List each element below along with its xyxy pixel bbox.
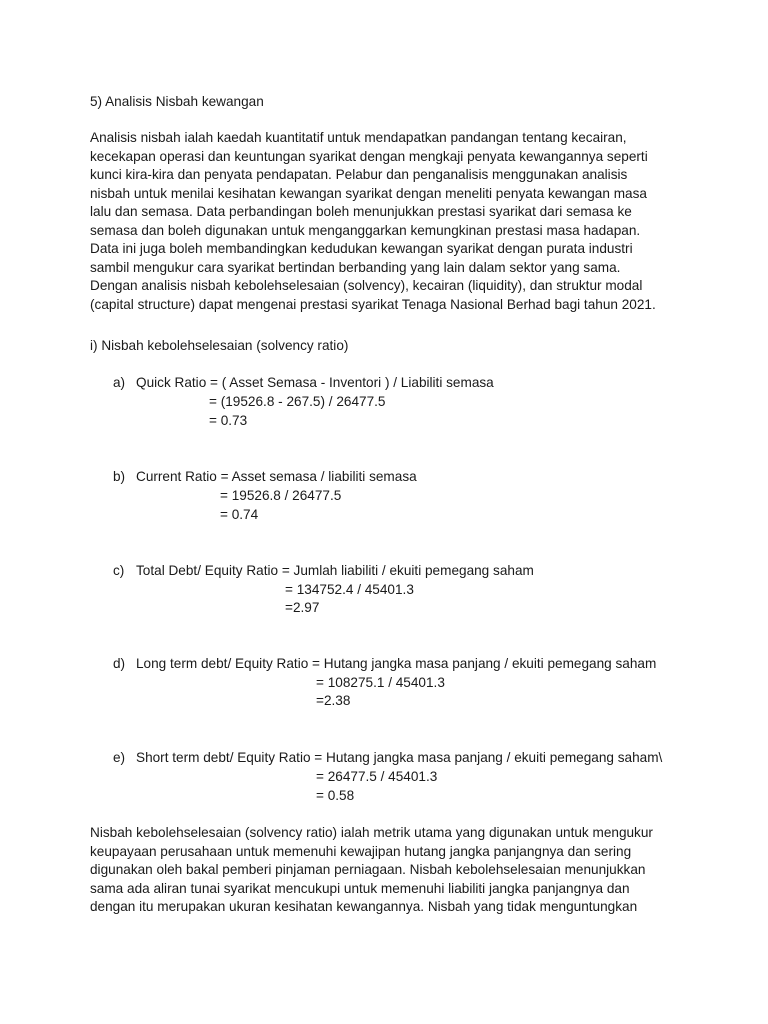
ratio-e-calculation: = 26477.5 / 45401.3 <box>316 769 438 784</box>
conclusion-line: keupayaan perusahaan untuk memenuhi kewajipan hutang jangka panjangnya dan sering <box>90 843 632 859</box>
ratio-e-letter: e) <box>113 750 126 765</box>
ratio-b-letter: b) <box>113 469 126 484</box>
ratio-b-formula: Current Ratio = Asset semasa / liabiliti semasa <box>136 469 417 484</box>
intro-line: Data ini juga boleh membandingkan kedudukan kewangan syarikat dengan purata industri <box>90 241 633 256</box>
intro-line: sambil mengukur cara syarikat bertindan berbanding yang lain dalam sektor yang sama. <box>90 259 621 275</box>
ratio-d-result: =2.38 <box>316 693 351 708</box>
intro-line: Analisis nisbah ialah kaedah kuantitatif untuk mendapatkan pandangan tentang kecairan, <box>90 130 627 145</box>
ratio-a-calculation: = (19526.8 - 267.5) / 26477.5 <box>209 394 386 409</box>
intro-line: (capital structure) dapat mengenai prestasi syarikat Tenaga Nasional Berhad bagi tahun 2021. <box>90 296 656 312</box>
conclusion-line: sama ada aliran tunai syarikat mencukupi untuk memenuhi liabiliti jangka panjangnya dan <box>90 880 630 896</box>
conclusion-line: dengan itu merupakan ukuran kesihatan kewangannya. Nisbah yang tidak menguntungkan <box>90 899 638 914</box>
conclusion-line: digunakan oleh bakal pemberi pinjaman perniagaan. Nisbah kebolehselesaian menunjukkan <box>90 862 646 877</box>
intro-line: nisbah untuk menilai kesihatan kewangan syarikat dengan meneliti penyata kewangan masa <box>90 185 647 201</box>
intro-line: semasa dan boleh digunakan untuk menganggarkan kemungkinan prestasi masa hadapan. <box>90 222 641 238</box>
ratio-a-result: = 0.73 <box>209 413 248 428</box>
ratio-a-formula: Quick Ratio = ( Asset Semasa - Inventori ) / Liabiliti semasa <box>136 375 494 390</box>
ratio-c-letter: c) <box>113 563 125 578</box>
conclusion-line: Nisbah kebolehselesaian (solvency ratio) ialah metrik utama yang digunakan untuk mengukur <box>90 825 653 840</box>
intro-line: Dengan analisis nisbah kebolehselesaian (solvency), kecairan (liquidity), dan struktur modal <box>90 278 643 293</box>
intro-line: lalu dan semasa. Data perbandingan boleh menunjukkan prestasi syarikat dari semasa ke <box>90 204 632 219</box>
ratio-a-letter: a) <box>113 375 126 390</box>
conclusion-paragraph <box>90 824 653 917</box>
ratio-c-result: =2.97 <box>285 600 320 615</box>
ratio-e-result: = 0.58 <box>316 788 355 803</box>
ratio-b-result: = 0.74 <box>220 507 259 522</box>
ratio-d-formula: Long term debt/ Equity Ratio = Hutang jangka masa panjang / ekuiti pemegang saham <box>136 656 657 671</box>
ratio-c-formula: Total Debt/ Equity Ratio = Jumlah liabiliti / ekuiti pemegang saham <box>136 563 534 578</box>
intro-line: kunci kira-kira dan penyata pendapatan. Pelabur dan penganalisis menggunakan analisis <box>90 167 628 182</box>
ratio-e-formula: Short term debt/ Equity Ratio = Hutang jangka masa panjang / ekuiti pemegang saham\ <box>136 750 663 765</box>
intro-line: kecekapan operasi dan keuntungan syarikat dengan mengkaji penyata kewangannya seperti <box>90 148 648 164</box>
intro-paragraph <box>90 129 656 314</box>
ratio-b-calculation: = 19526.8 / 26477.5 <box>220 488 342 503</box>
section-heading: 5) Analisis Nisbah kewangan <box>90 94 264 109</box>
ratio-c-calculation: = 134752.4 / 45401.3 <box>285 582 414 597</box>
ratio-d-letter: d) <box>113 656 126 671</box>
solvency-subheading: i) Nisbah kebolehselesaian (solvency ratio) <box>90 338 349 353</box>
ratio-d-calculation: = 108275.1 / 45401.3 <box>316 675 445 690</box>
